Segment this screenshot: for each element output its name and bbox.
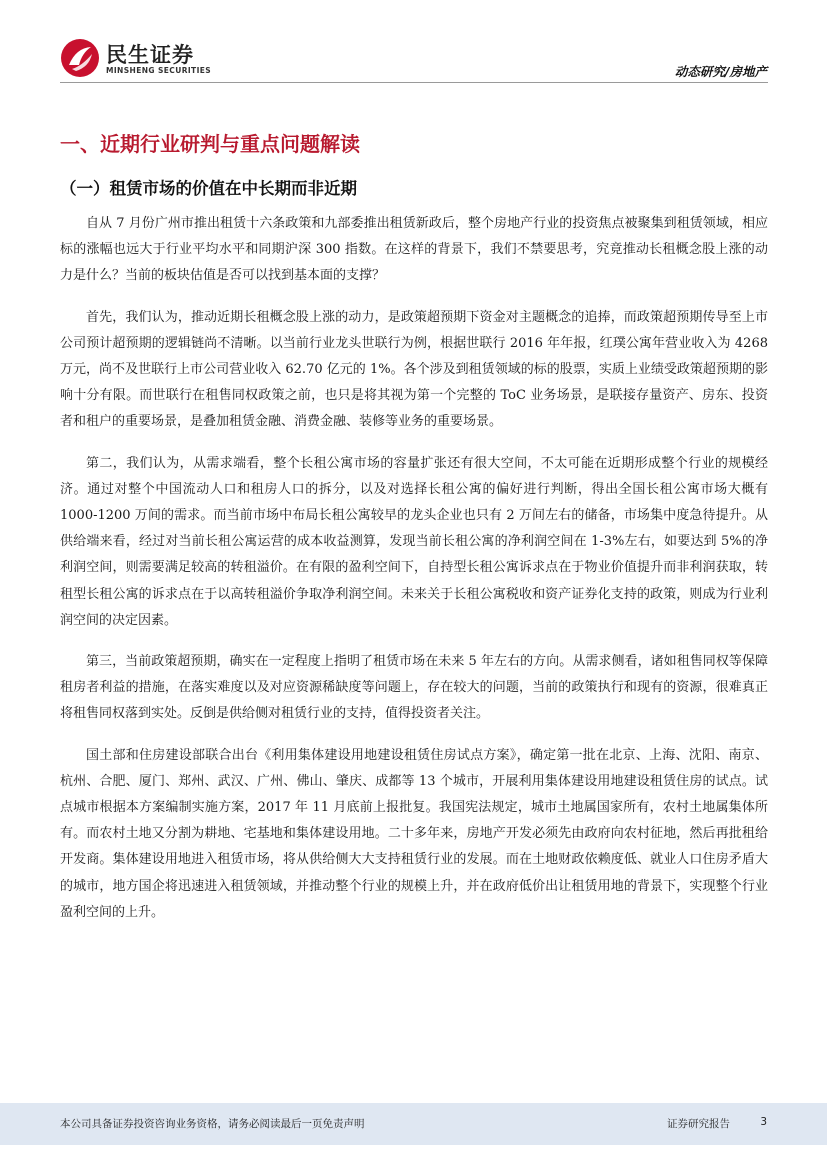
footer-disclaimer: 本公司具备证券投资咨询业务资格，请务必阅读最后一页免责声明 (60, 1118, 365, 1130)
page-header (0, 0, 827, 90)
paragraph-2: 首先，我们认为，推动近期长租概念股上涨的动力，是政策超预期下资金对主题概念的追捧，而政策超预期传导至上市公司预计超预期的逻辑链尚不清晰。以当前行业龙头世联行为例，根据世联行 2016 年年报，红璞公寓年营业收入为 4268 万元，尚不及世联行上市公司营业收入 62.70 亿元的 1%。各个涉及到租赁领域的标的股票，实质上业绩受政策超预期的影响十分有限。而世联行在租售同权政策之前，也只是将其视为第一个完整的 ToC 业务场景，是联接存量资产、房东、投资者和租户的重要场景，是叠加租赁金融、消费金融、装修等业务的重要场景。 (60, 309, 768, 430)
page-footer (0, 1103, 827, 1145)
paragraph-5: 国土部和住房建设部联合出台《利用集体建设用地建设租赁住房试点方案》，确定第一批在北京、上海、沈阳、南京、杭州、合肥、厦门、郑州、武汉、广州、佛山、肇庆、成都等 13 个城市，开展利用集体建设用地建设租赁住房的试点。试点城市根据本方案编制实施方案，2017 年 11 月底前上报批复。我国宪法规定，城市土地属国家所有，农村土地属集体所有。而农村土地又分割为耕地、宅基地和集体建设用地。二十多年来，房地产开发必须先由政府向农村征地，然后再批租给开发商。集体建设用地进入租赁市场，将从供给侧大大支持租赁行业的发展。而在土地财政依赖度低、就业人口住房矛盾大的城市，地方国企将迅速进入租赁领域，并推动整个行业的规模上升，并在政府低价出让租赁用地的背景下，实现整个行业盈利空间的上升。 (60, 747, 768, 920)
page-number: 3 (760, 1116, 767, 1128)
footer-report-type: 证券研究报告 (667, 1118, 730, 1130)
section-subtitle: （一）租赁市场的价值在中长期而非近期 (60, 179, 357, 198)
minsheng-logo-icon (60, 38, 100, 78)
brand-name-en: MINSHENG SECURITIES (106, 66, 212, 75)
section-title: 一、近期行业研判与重点问题解读 (60, 132, 360, 156)
paragraph-3: 第二，我们认为，从需求端看，整个长租公寓市场的容量扩张还有很大空间，不太可能在近期形成整个行业的规模经济。通过对整个中国流动人口和租房人口的拆分，以及对选择长租公寓的偏好进行判断，得出全国长租公寓市场大概有 1000-1200 万间的需求。而当前市场中布局长租公寓较早的龙头企业也只有 2 万间左右的储备，市场集中度急待提升。从供给端来看，经过对当前长租公寓运营的成本收益测算，发现当前长租公寓的净利润空间在 1-3%左右，如要达到 5%的净利润空间，则需要满足较高的转租溢价。在有限的盈利空间下，自持型长租公寓诉求点在于物业价值提升而非利润获取，转租型长租公寓的诉求点在于以高转租溢价争取净利润空间。未来关于长租公寓税收和资产证券化支持的政策，则成为行业利润空间的决定因素。 (60, 455, 768, 628)
paragraph-4: 第三，当前政策超预期，确实在一定程度上指明了租赁市场在未来 5 年左右的方向。从需求侧看，诸如租售同权等保障租房者利益的措施，在落实难度以及对应资源稀缺度等问题上，存在较大的问题，当前的政策执行和现有的资源，很难真正将租售同权落到实处。反倒是供给侧对租赁行业的支持，值得投资者关注。 (60, 654, 768, 722)
body-text (60, 211, 768, 941)
brand-name-cn: 民生证券 (106, 43, 194, 67)
paragraph-1: 自从 7 月份广州市推出租赁十六条政策和九部委推出租赁新政后，整个房地产行业的投资焦点被聚集到租赁领域，相应标的涨幅也远大于行业平均水平和同期沪深 300 指数。在这样的背景下，我们不禁要思考，究竟推动长租概念股上涨的动力是什么？当前的板块估值是否可以找到基本面的支撑？ (60, 216, 768, 284)
header-divider (60, 82, 768, 83)
report-category: 动态研究/房地产 (674, 64, 767, 79)
minsheng-logo (60, 38, 210, 80)
